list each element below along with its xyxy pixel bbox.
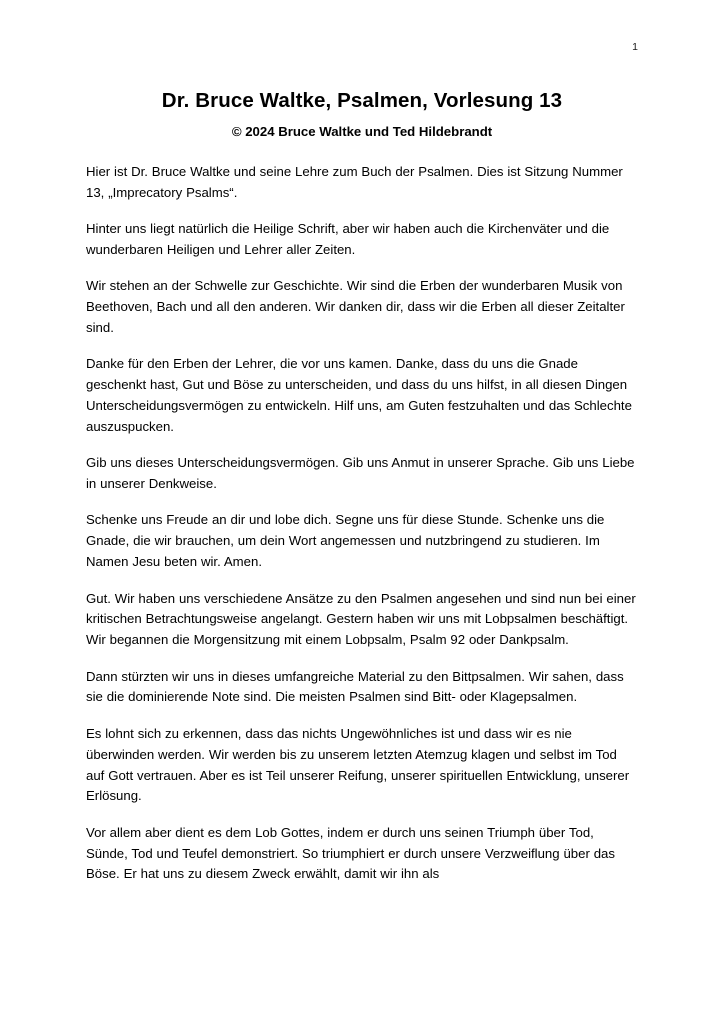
paragraph: Danke für den Erben der Lehrer, die vor uns kamen. Danke, dass du uns die Gnade geschenkt hast, Gut und Böse zu unterscheiden, und dass du uns hilfst, in all diesen Dingen Unterscheidungsvermögen zu entwickeln. Hilf uns, am Guten festzuhalten und das Schlechte auszuspucken. [86,356,632,434]
page-title: Dr. Bruce Waltke, Psalmen, Vorlesung 13 [161,89,563,112]
paragraph: Dann stürzten wir uns in dieses umfangreiche Material zu den Bittpsalmen. Wir sahen, dass sie die dominierende Note sind. Die meisten Psalmen sind Bitt- oder Klagepsalmen. [86,668,624,705]
paragraph: Schenke uns Freude an dir und lobe dich. Segne uns für diese Stunde. Schenke uns die Gnade, die wir brauchen, um dein Wort angemessen und nutzbringend zu studieren. Im Namen Jesu beten wir. Amen. [86,512,605,570]
paragraph: Gib uns dieses Unterscheidungsvermögen. Gib uns Anmut in unserer Sprache. Gib uns Liebe in unserer Denkweise. [86,455,635,492]
page-number: 1 [632,41,638,53]
paragraph: Es lohnt sich zu erkennen, dass das nichts Ungewöhnliches ist und dass wir es nie überwinden werden. Wir werden bis zu unserem letzten Atemzug klagen und selbst im Tod auf Gott vertrauen. Aber es ist Teil unserer Reifung, unserer spirituellen Entwicklung, unserer Erlösung. [86,725,630,804]
paragraph: Hinter uns liegt natürlich die Heilige Schrift, aber wir haben auch die Kirchenväter und die wunderbaren Heiligen und Lehrer aller Zeiten. [86,221,610,257]
paragraph: Gut. Wir haben uns verschiedene Ansätze zu den Psalmen angesehen und sind nun bei einer kritischen Betrachtungsweise angelangt. Gestern haben wir uns mit Lobpsalmen beschäftigt. Wir begannen die Morgensitzung mit einem Lobpsalm, Psalm 92 oder Dankpsalm. [86,590,636,648]
paragraph: Wir stehen an der Schwelle zur Geschichte. Wir sind die Erben der wunderbaren Musik von Beethoven, Bach und all den anderen. Wir danken dir, dass wir die Erben all dieser Zeitalter sind. [86,278,625,335]
paragraph: Hier ist Dr. Bruce Waltke und seine Lehre zum Buch der Psalmen. Dies ist Sitzung Nummer 13, „Imprecatory Psalms“. [86,163,623,200]
document-body [86,162,638,886]
paragraph: Vor allem aber dient es dem Lob Gottes, indem er durch uns seinen Triumph über Tod, Sünde, Tod und Teufel demonstriert. So triumphiert er durch unsere Verzweiflung über das Böse. Er hat uns zu diesem Zweck erwählt, damit wir ihn als [86,824,615,882]
copyright-line: © 2024 Bruce Waltke und Ted Hildebrandt [231,123,493,139]
